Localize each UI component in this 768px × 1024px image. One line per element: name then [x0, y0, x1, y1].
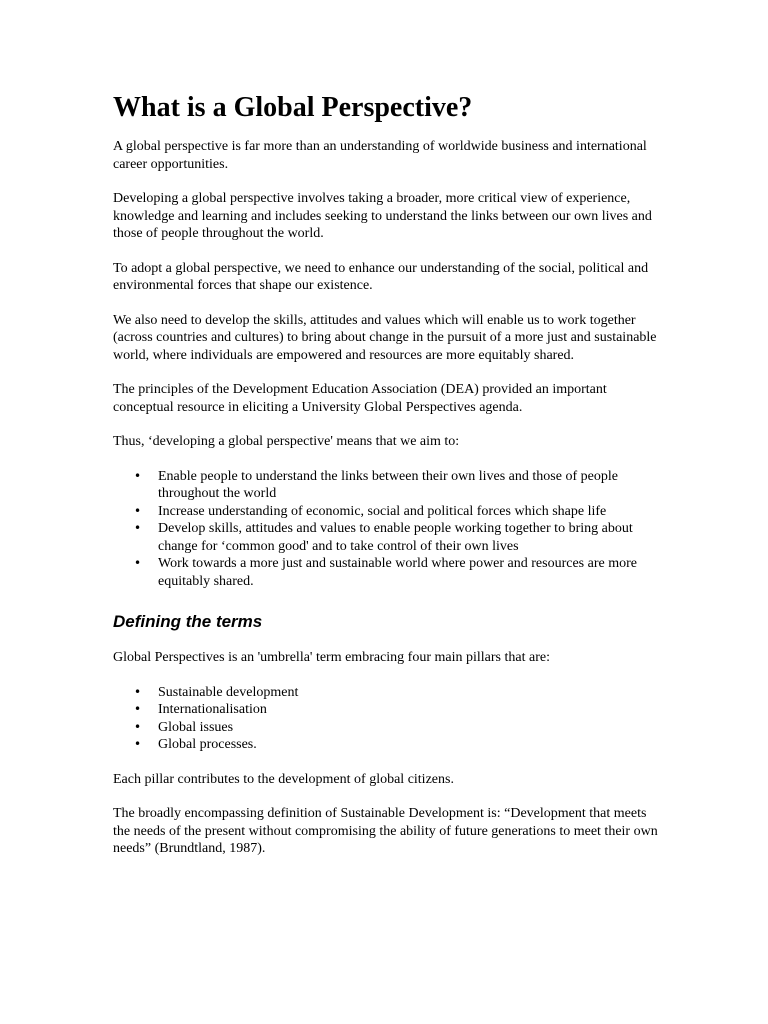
list-item-text: Global issues: [158, 719, 234, 735]
list-item: [134, 684, 661, 702]
paragraph-adopt: To adopt a global perspective, we need to enhance our understanding of the social, political and environmental forces that shape our existence.: [113, 260, 649, 293]
paragraph-skills: We also need to develop the skills, attitudes and values which will enable us to work together (across countries and cultures) to bring about change in the pursuit of a more just and sustainable world, where individuals are empowered and resources are more equitably shared.: [113, 312, 657, 363]
list-item: [134, 503, 661, 521]
list-item-text: Global processes.: [158, 737, 257, 752]
section-heading-defining-terms: Defining the terms: [113, 612, 263, 631]
paragraph-sustainable-definition: The broadly encompassing definition of Sustainable Development is: “Development that meets the needs of the present without compromising the ability of future generations to meet their own needs” (Brundtland, 1987).: [113, 806, 658, 856]
page-title: What is a Global Perspective?: [113, 92, 473, 123]
list-item: [134, 736, 661, 754]
list-item-text: Increase understanding of economic, social and political forces which shape life: [158, 503, 607, 519]
aims-list: [113, 468, 661, 591]
bullet-icon: •: [134, 684, 142, 699]
bullet-icon: •: [134, 468, 142, 483]
list-item: [134, 555, 661, 590]
pillars-list: [113, 684, 661, 754]
paragraph-global-citizens: Each pillar contributes to the development of global citizens.: [113, 771, 454, 787]
list-item-text: Work towards a more just and sustainable world where power and resources are more equitably shared.: [158, 556, 637, 589]
bullet-icon: •: [134, 702, 142, 716]
bullet-icon: •: [134, 503, 142, 518]
paragraph-dea: The principles of the Development Education Association (DEA) provided an important conceptual resource in eliciting a University Global Perspectives agenda.: [113, 382, 607, 415]
paragraph-developing: Developing a global perspective involves taking a broader, more critical view of experience, knowledge and learning and includes seeking to understand the links between our own lives and those of people throughout the world.: [113, 191, 652, 241]
bullet-icon: •: [134, 719, 142, 734]
paragraph-intro: A global perspective is far more than an understanding of worldwide business and international career opportunities.: [113, 139, 647, 172]
list-item-text: Internationalisation: [158, 702, 267, 717]
list-item-text: Sustainable development: [158, 684, 299, 700]
list-item: [134, 719, 661, 737]
bullet-icon: •: [134, 737, 142, 751]
bullet-icon: •: [134, 521, 142, 535]
list-item-text: Enable people to understand the links between their own lives and those of people throughout the world: [158, 468, 618, 501]
document-page: [113, 92, 661, 875]
list-item: [134, 520, 661, 555]
bullet-icon: •: [134, 556, 142, 570]
list-item-text: Develop skills, attitudes and values to enable people working together to bring about change for ‘common good' and to take control of their own lives: [158, 521, 633, 554]
list-item: [134, 468, 661, 503]
paragraph-pillars-intro: Global Perspectives is an 'umbrella' term embracing four main pillars that are:: [113, 650, 550, 665]
paragraph-aims-intro: Thus, ‘developing a global perspective' means that we aim to:: [113, 434, 460, 449]
list-item: [134, 701, 661, 719]
